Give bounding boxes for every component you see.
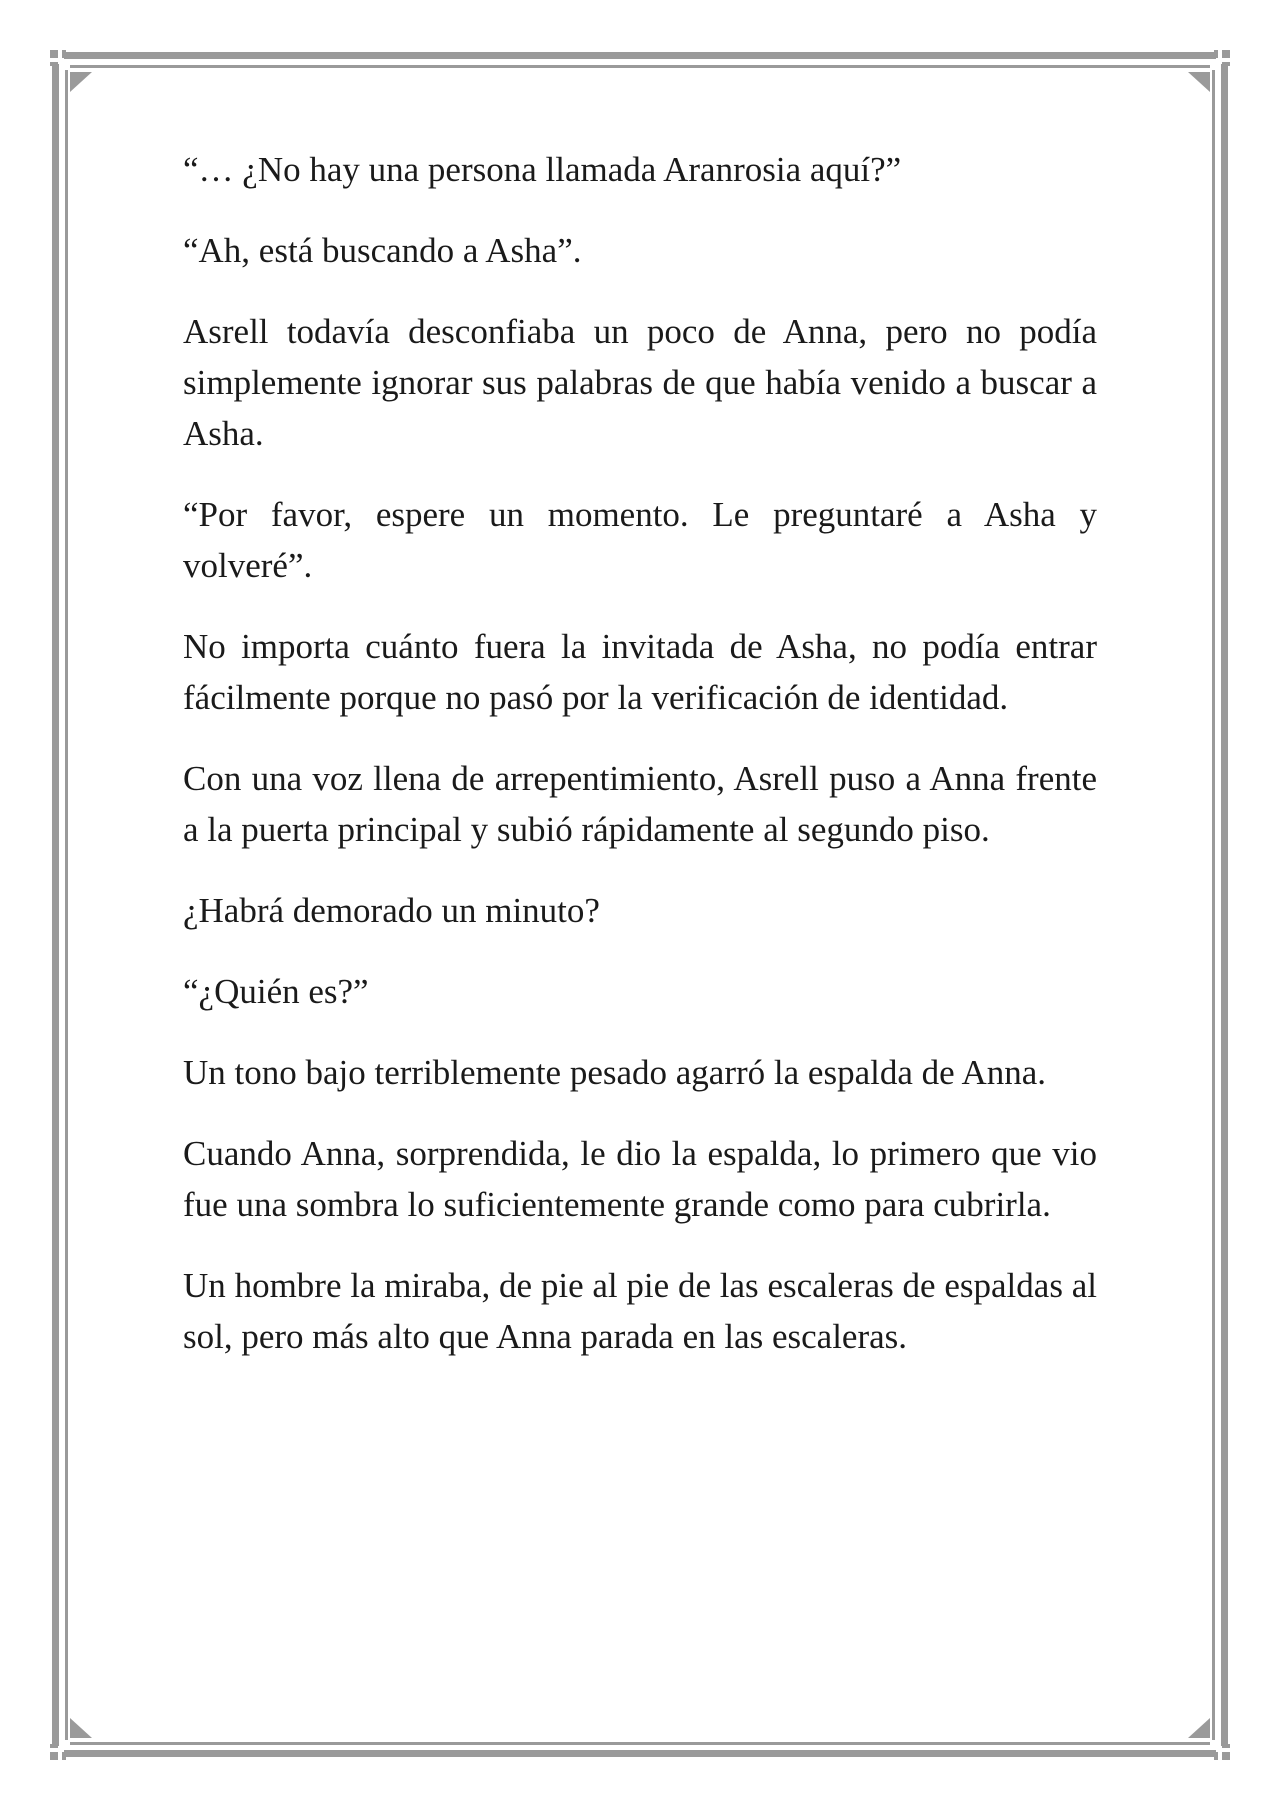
border-top-inner-line — [70, 65, 1210, 68]
border-right-line — [1221, 64, 1228, 1746]
paragraph-9: Un tono bajo terriblemente pesado agarró la espalda de Anna. — [183, 1053, 1047, 1092]
border-right-inner-line — [1212, 70, 1215, 1740]
paragraph-8: “¿Quién es?” — [183, 972, 369, 1011]
paragraph-7: ¿Habrá demorado un minuto? — [183, 891, 600, 930]
border-bottom-line — [64, 1750, 1216, 1757]
paragraph-11: Un hombre la miraba, de pie al pie de las escaleras de espaldas al sol, pero más alto que Anna parada en las escaleras. — [183, 1266, 1097, 1356]
paragraph-3: Asrell todavía desconfiaba un poco de Anna, pero no podía simplemente ignorar sus palabras de que había venido a buscar a Asha. — [183, 312, 1097, 453]
paragraph-6: Con una voz llena de arrepentimiento, Asrell puso a Anna frente a la puerta principal y subió rápidamente al segundo piso. — [183, 759, 1097, 849]
border-top-line — [64, 52, 1216, 59]
paragraph-10: Cuando Anna, sorprendida, le dio la espalda, lo primero que vio fue una sombra lo suficientemente grande como para cubrirla. — [183, 1134, 1097, 1224]
paragraph-5: No importa cuánto fuera la invitada de Asha, no podía entrar fácilmente porque no pasó por la verificación de identidad. — [183, 627, 1097, 717]
paragraph-4: “Por favor, espere un momento. Le preguntaré a Asha y volveré”. — [183, 495, 1097, 585]
border-left-inner-line — [65, 70, 68, 1740]
document-body — [183, 144, 1097, 1392]
paragraph-1: “… ¿No hay una persona llamada Aranrosia aquí?” — [183, 150, 902, 189]
paragraph-2: “Ah, está buscando a Asha”. — [183, 231, 582, 270]
border-bottom-inner-line — [70, 1742, 1210, 1745]
border-left-line — [52, 64, 59, 1746]
